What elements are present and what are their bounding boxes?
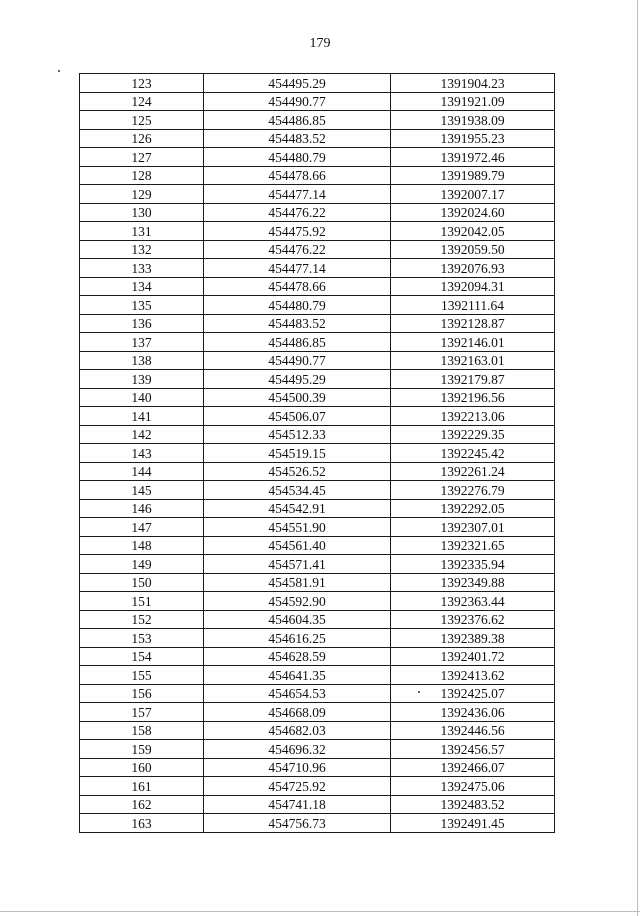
y-coordinate-cell: 1392401.72 (391, 647, 555, 666)
y-coordinate-cell: 1392389.38 (391, 629, 555, 648)
x-coordinate-cell: 454526.52 (204, 462, 391, 481)
x-coordinate-cell: 454519.15 (204, 444, 391, 463)
x-coordinate-cell: 454475.92 (204, 222, 391, 241)
x-coordinate-cell: 454581.91 (204, 573, 391, 592)
table-row (80, 388, 555, 407)
y-coordinate-cell: 1392261.24 (391, 462, 555, 481)
point-number-cell: 150 (80, 573, 204, 592)
point-number-cell: 160 (80, 758, 204, 777)
y-coordinate-cell: 1392292.05 (391, 499, 555, 518)
x-coordinate-cell: 454483.52 (204, 314, 391, 333)
x-coordinate-cell: 454542.91 (204, 499, 391, 518)
point-number-cell: 153 (80, 629, 204, 648)
point-number-cell: 159 (80, 740, 204, 759)
table-row (80, 573, 555, 592)
y-coordinate-cell: 1392245.42 (391, 444, 555, 463)
table-row (80, 462, 555, 481)
y-coordinate-cell: 1392213.06 (391, 407, 555, 426)
y-coordinate-cell: 1392425.07 (391, 684, 555, 703)
point-number-cell: 162 (80, 795, 204, 814)
table-row (80, 481, 555, 500)
table-row (80, 758, 555, 777)
x-coordinate-cell: 454682.03 (204, 721, 391, 740)
coordinate-table-body (80, 74, 555, 833)
point-number-cell: 127 (80, 148, 204, 167)
table-row (80, 111, 555, 130)
x-coordinate-cell: 454480.79 (204, 296, 391, 315)
x-coordinate-cell: 454483.52 (204, 129, 391, 148)
table-row (80, 129, 555, 148)
point-number-cell: 139 (80, 370, 204, 389)
page-edge-bottom (0, 911, 640, 912)
table-row (80, 351, 555, 370)
table-row (80, 795, 555, 814)
y-coordinate-cell: 1392007.17 (391, 185, 555, 204)
point-number-cell: 157 (80, 703, 204, 722)
x-coordinate-cell: 454551.90 (204, 518, 391, 537)
point-number-cell: 130 (80, 203, 204, 222)
y-coordinate-cell: 1392276.79 (391, 481, 555, 500)
x-coordinate-cell: 454725.92 (204, 777, 391, 796)
table-row (80, 647, 555, 666)
table-row (80, 370, 555, 389)
y-coordinate-cell: 1392363.44 (391, 592, 555, 611)
table-row (80, 425, 555, 444)
y-coordinate-cell: 1391972.46 (391, 148, 555, 167)
table-row (80, 518, 555, 537)
table-row (80, 555, 555, 574)
y-coordinate-cell: 1392146.01 (391, 333, 555, 352)
point-number-cell: 163 (80, 814, 204, 833)
x-coordinate-cell: 454477.14 (204, 185, 391, 204)
x-coordinate-cell: 454654.53 (204, 684, 391, 703)
point-number-cell: 129 (80, 185, 204, 204)
x-coordinate-cell: 454628.59 (204, 647, 391, 666)
x-coordinate-cell: 454476.22 (204, 240, 391, 259)
table-row (80, 277, 555, 296)
point-number-cell: 149 (80, 555, 204, 574)
table-row (80, 148, 555, 167)
x-coordinate-cell: 454604.35 (204, 610, 391, 629)
point-number-cell: 151 (80, 592, 204, 611)
point-number-cell: 134 (80, 277, 204, 296)
point-number-cell: 136 (80, 314, 204, 333)
y-coordinate-cell: 1392042.05 (391, 222, 555, 241)
y-coordinate-cell: 1392076.93 (391, 259, 555, 278)
y-coordinate-cell: 1392111.64 (391, 296, 555, 315)
x-coordinate-cell: 454490.77 (204, 351, 391, 370)
table-row (80, 259, 555, 278)
table-row (80, 333, 555, 352)
x-coordinate-cell: 454478.66 (204, 166, 391, 185)
y-coordinate-cell: 1392229.35 (391, 425, 555, 444)
point-number-cell: 146 (80, 499, 204, 518)
y-coordinate-cell: 1392024.60 (391, 203, 555, 222)
point-number-cell: 132 (80, 240, 204, 259)
x-coordinate-cell: 454480.79 (204, 148, 391, 167)
point-number-cell: 143 (80, 444, 204, 463)
x-coordinate-cell: 454741.18 (204, 795, 391, 814)
coordinate-table-container (79, 73, 554, 833)
x-coordinate-cell: 454592.90 (204, 592, 391, 611)
table-row (80, 74, 555, 93)
table-row (80, 240, 555, 259)
point-number-cell: 138 (80, 351, 204, 370)
y-coordinate-cell: 1392413.62 (391, 666, 555, 685)
y-coordinate-cell: 1392376.62 (391, 610, 555, 629)
point-number-cell: 125 (80, 111, 204, 130)
point-number-cell: 154 (80, 647, 204, 666)
point-number-cell: 141 (80, 407, 204, 426)
x-coordinate-cell: 454477.14 (204, 259, 391, 278)
x-coordinate-cell: 454495.29 (204, 370, 391, 389)
y-coordinate-cell: 1392456.57 (391, 740, 555, 759)
point-number-cell: 148 (80, 536, 204, 555)
x-coordinate-cell: 454512.33 (204, 425, 391, 444)
y-coordinate-cell: 1391938.09 (391, 111, 555, 130)
y-coordinate-cell: 1392335.94 (391, 555, 555, 574)
table-row (80, 314, 555, 333)
table-row (80, 296, 555, 315)
x-coordinate-cell: 454506.07 (204, 407, 391, 426)
table-row (80, 629, 555, 648)
y-coordinate-cell: 1392446.56 (391, 721, 555, 740)
table-row (80, 407, 555, 426)
x-coordinate-cell: 454534.45 (204, 481, 391, 500)
point-number-cell: 152 (80, 610, 204, 629)
y-coordinate-cell: 1392491.45 (391, 814, 555, 833)
y-coordinate-cell: 1392466.07 (391, 758, 555, 777)
point-number-cell: 135 (80, 296, 204, 315)
y-coordinate-cell: 1392475.06 (391, 777, 555, 796)
x-coordinate-cell: 454616.25 (204, 629, 391, 648)
table-row (80, 499, 555, 518)
x-coordinate-cell: 454495.29 (204, 74, 391, 93)
y-coordinate-cell: 1392483.52 (391, 795, 555, 814)
y-coordinate-cell: 1392059.50 (391, 240, 555, 259)
point-number-cell: 155 (80, 666, 204, 685)
y-coordinate-cell: 1392179.87 (391, 370, 555, 389)
x-coordinate-cell: 454500.39 (204, 388, 391, 407)
x-coordinate-cell: 454476.22 (204, 203, 391, 222)
y-coordinate-cell: 1392307.01 (391, 518, 555, 537)
point-number-cell: 126 (80, 129, 204, 148)
x-coordinate-cell: 454710.96 (204, 758, 391, 777)
y-coordinate-cell: 1391921.09 (391, 92, 555, 111)
y-coordinate-cell: 1392321.65 (391, 536, 555, 555)
point-number-cell: 140 (80, 388, 204, 407)
point-number-cell: 123 (80, 74, 204, 93)
y-coordinate-cell: 1391904.23 (391, 74, 555, 93)
x-coordinate-cell: 454490.77 (204, 92, 391, 111)
y-coordinate-cell: 1392163.01 (391, 351, 555, 370)
y-coordinate-cell: 1392349.88 (391, 573, 555, 592)
table-row (80, 610, 555, 629)
table-row (80, 703, 555, 722)
y-coordinate-cell: 1392128.87 (391, 314, 555, 333)
table-row (80, 166, 555, 185)
y-coordinate-cell: 1392196.56 (391, 388, 555, 407)
x-coordinate-cell: 454486.85 (204, 111, 391, 130)
point-number-cell: 133 (80, 259, 204, 278)
table-row (80, 721, 555, 740)
table-row (80, 666, 555, 685)
point-number-cell: 128 (80, 166, 204, 185)
page-number: 179 (309, 36, 331, 51)
scan-speck (58, 70, 60, 72)
coordinate-table (79, 73, 555, 833)
x-coordinate-cell: 454571.41 (204, 555, 391, 574)
y-coordinate-cell: 1392436.06 (391, 703, 555, 722)
table-row (80, 185, 555, 204)
point-number-cell: 147 (80, 518, 204, 537)
point-number-cell: 124 (80, 92, 204, 111)
x-coordinate-cell: 454696.32 (204, 740, 391, 759)
point-number-cell: 144 (80, 462, 204, 481)
point-number-cell: 142 (80, 425, 204, 444)
y-coordinate-cell: 1392094.31 (391, 277, 555, 296)
x-coordinate-cell: 454478.66 (204, 277, 391, 296)
x-coordinate-cell: 454668.09 (204, 703, 391, 722)
table-row (80, 684, 555, 703)
page-edge-right (637, 0, 638, 916)
table-row (80, 814, 555, 833)
point-number-cell: 137 (80, 333, 204, 352)
table-row (80, 592, 555, 611)
point-number-cell: 158 (80, 721, 204, 740)
point-number-cell: 131 (80, 222, 204, 241)
x-coordinate-cell: 454486.85 (204, 333, 391, 352)
point-number-cell: 161 (80, 777, 204, 796)
table-row (80, 92, 555, 111)
point-number-cell: 156 (80, 684, 204, 703)
y-coordinate-cell: 1391989.79 (391, 166, 555, 185)
table-row (80, 777, 555, 796)
table-row (80, 222, 555, 241)
table-row (80, 740, 555, 759)
y-coordinate-cell: 1391955.23 (391, 129, 555, 148)
point-number-cell: 145 (80, 481, 204, 500)
x-coordinate-cell: 454756.73 (204, 814, 391, 833)
x-coordinate-cell: 454641.35 (204, 666, 391, 685)
table-row (80, 203, 555, 222)
table-row (80, 536, 555, 555)
x-coordinate-cell: 454561.40 (204, 536, 391, 555)
table-row (80, 444, 555, 463)
